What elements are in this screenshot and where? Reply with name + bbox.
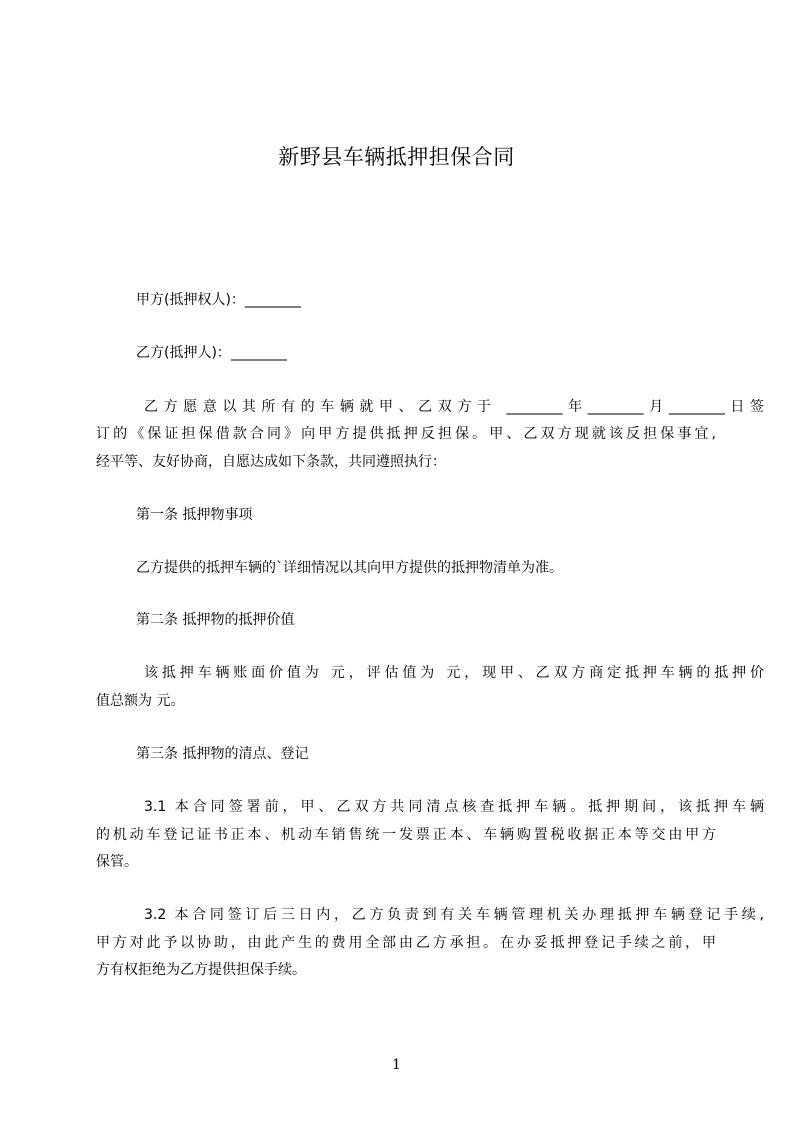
- intro-line-1: 乙方愿意以其所有的车辆就甲、乙双方于 ________年________月________日签: [144, 399, 764, 415]
- party-b-line: 乙方(抵押人)：________: [136, 345, 287, 361]
- party-a-line: 甲方(抵押权人)：________: [136, 292, 301, 308]
- clause-3-1-line-1: 3.1 本合同签署前，甲、乙双方共同清点核查抵押车辆。抵押期间，该抵押车辆: [144, 799, 764, 815]
- intro-line-2: 订的《保证担保借款合同》向甲方提供抵押反担保。甲、乙双方现就该反担保事宜,: [96, 426, 716, 442]
- intro-line-3: 经平等、友好协商，自愿达成如下条款，共同遵照执行：: [96, 454, 446, 470]
- clause-3-2-line-2: 甲方对此予以协助，由此产生的费用全部由乙方承担。在办妥抵押登记手续之前，甲: [96, 935, 716, 951]
- clause-3-1-line-2: 的机动车登记证书正本、机动车销售统一发票正本、车辆购置税收据正本等交由甲方: [96, 827, 716, 843]
- article-2-body-line-1: 该抵押车辆账面价值为 元，评估值为 元，现甲、乙双方商定抵押车辆的抵押价: [144, 665, 764, 681]
- clause-3-2-line-3: 方有权拒绝为乙方提供担保手续。: [96, 962, 306, 978]
- article-2-heading: 第二条 抵押物的抵押价值: [136, 612, 295, 628]
- article-3-heading: 第三条 抵押物的清点、登记: [136, 746, 309, 762]
- document-title: 新野县车辆抵押担保合同: [278, 145, 515, 169]
- article-1-heading: 第一条 抵押物事项: [136, 507, 253, 523]
- article-2-body-line-2: 值总额为 元。: [96, 693, 185, 709]
- clause-3-2-line-1: 3.2 本合同签订后三日内，乙方负责到有关车辆管理机关办理抵押车辆登记手续,: [144, 907, 764, 923]
- article-1-body: 乙方提供的抵押车辆的`详细情况以其向甲方提供的抵押物清单为准。: [136, 560, 563, 576]
- clause-3-1-line-3: 保管。: [96, 854, 138, 870]
- page-number: 1: [392, 1057, 401, 1073]
